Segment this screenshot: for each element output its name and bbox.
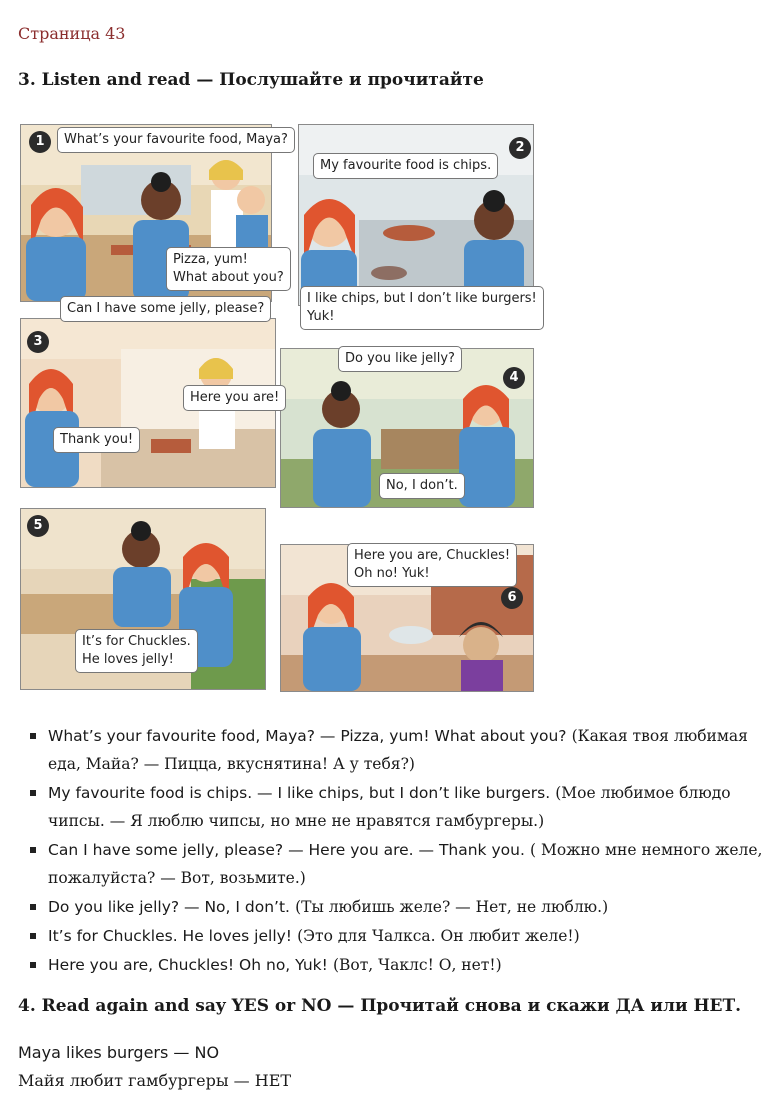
dialogue-line-ru: (Ты любишь желе? — Нет, не люблю.) (295, 898, 609, 916)
dialogue-line-ru: (Вот, Чаклс! О, нет!) (332, 956, 502, 974)
dialogue-line-en: What’s your favourite food, Maya? — Pizza, yum! What about you? (48, 727, 567, 745)
panel-5-bubble (75, 629, 198, 673)
panel-2-bubble-2-line-1: I like chips, but I don’t like burgers! (307, 291, 537, 306)
panel-2-bubble-2 (300, 286, 544, 330)
answer-english: Maya likes burgers — NO (18, 1043, 220, 1062)
panel-3-bubble-1: Can I have some jelly, please? (60, 296, 271, 322)
dialogue-line-ru: ( Можно мне немного желе, пожалуйста? — Вот, возьмите.) (48, 841, 763, 887)
panel-6-bubble-line-1: Here you are, Chuckles! (354, 548, 511, 563)
dialogue-line (28, 836, 768, 892)
panel-3-number: 3 (27, 331, 49, 353)
answer-russian: Майя любит гамбургеры — НЕТ (18, 1071, 292, 1090)
dialogue-line-en: My favourite food is chips. — I like chips, but I don’t like burgers. (48, 784, 551, 802)
dialogue-line-en: It’s for Chuckles. He loves jelly! (48, 927, 293, 945)
panel-1-bubble-2 (166, 247, 291, 291)
panel-5-bubble-line-1: It’s for Chuckles. (82, 634, 191, 649)
panel-1-bubble-2-line-1: Pizza, yum! (173, 252, 248, 267)
panel-1-number: 1 (29, 131, 51, 153)
dialogue-line (28, 779, 768, 835)
page-label: Страница 43 (18, 24, 126, 43)
comic-panel-3 (20, 318, 280, 488)
dialogue-line-ru: (Это для Чалкса. Он любит желе!) (297, 927, 580, 945)
panel-5-bubble-line-2: He loves jelly! (82, 652, 174, 667)
comic-panel-1 (20, 124, 288, 302)
dialogue-line (28, 951, 768, 979)
comic-panel-6 (280, 544, 534, 692)
panel-2-bubble-2-line-2: Yuk! (307, 309, 335, 324)
dialogue-line-ru: (Мое любимое блюдо чипсы. — Я люблю чипсы, но мне не нравятся гамбургеры.) (48, 784, 731, 830)
dialogue-line-en: Here you are, Chuckles! Oh no, Yuk! (48, 956, 328, 974)
panel-6-bubble (347, 543, 517, 587)
panel-5-number: 5 (27, 515, 49, 537)
section-4-heading: 4. Read again and say YES or NO — Прочитай снова и скажи ДА или НЕТ. (18, 996, 742, 1016)
panel-1-bubble-1: What’s your favourite food, Maya? (57, 127, 295, 153)
panel-2-illustration (299, 125, 533, 305)
comic-panel-2 (298, 124, 534, 306)
comic-strip (18, 118, 537, 690)
panel-2-number: 2 (509, 137, 531, 159)
dialogue-line (28, 893, 768, 921)
panel-1-bubble-2-line-2: What about you? (173, 270, 284, 285)
dialogue-line (28, 922, 768, 950)
dialogue-line-en: Can I have some jelly, please? — Here you are. — Thank you. (48, 841, 525, 859)
comic-panel-4 (280, 348, 534, 508)
comic-panel-5 (20, 508, 266, 690)
dialogue-line-en: Do you like jelly? — No, I don’t. (48, 898, 290, 916)
panel-2-bubble-1: My favourite food is chips. (313, 153, 498, 179)
panel-4-bubble-1: Do you like jelly? (338, 346, 462, 372)
panel-6-bubble-line-2: Oh no! Yuk! (354, 566, 430, 581)
section-3-heading: 3. Listen and read — Послушайте и прочитайте (18, 70, 484, 90)
panel-4-number: 4 (503, 367, 525, 389)
dialogue-line (28, 722, 768, 778)
dialogue-line-ru: (Какая твоя любимая еда, Майа? — Пицца, вкуснятина! А у тебя?) (48, 727, 748, 773)
panel-3-bubble-3: Thank you! (53, 427, 140, 453)
panel-6-number: 6 (501, 587, 523, 609)
panel-3-bubble-2: Here you are! (183, 385, 286, 411)
dialogue-list (28, 722, 768, 980)
panel-4-bubble-2: No, I don’t. (379, 473, 465, 499)
